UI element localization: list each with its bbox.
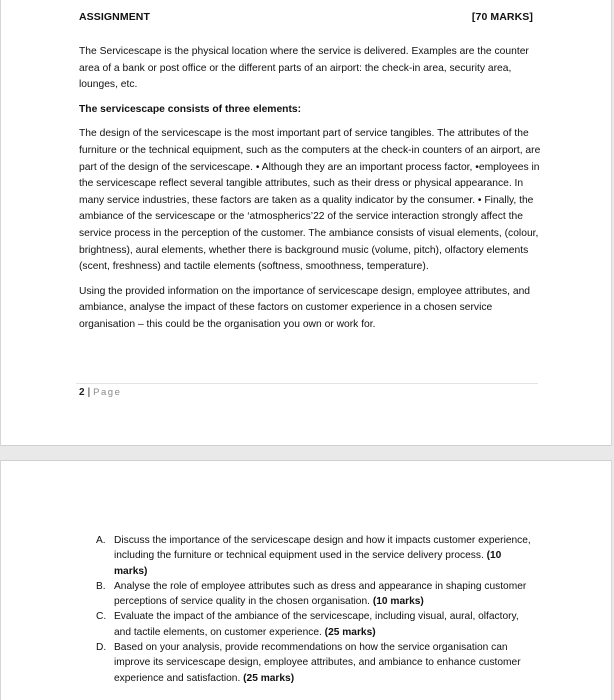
question-list <box>96 533 536 686</box>
question-letter: A. <box>96 535 106 546</box>
question-letter: B. <box>96 580 106 592</box>
question-item <box>96 640 536 686</box>
intro-paragraph: The Servicescape is the physical location where the service is delivered. Examples are the counter area of a bank or post office or the different parts of an airport: the check-in area, security area, lounges, etc. <box>79 46 529 91</box>
question-marks: (10 marks) <box>372 596 424 608</box>
page-number: 2 <box>79 387 85 398</box>
question-marks: (25 marks) <box>324 626 376 638</box>
task-paragraph: Using the provided information on the importance of servicescape design, employee attributes, and ambiance, analyse the impact of these factors on customer experience in a chosen service organisation – this could be the organisation you own or work for. <box>79 285 531 330</box>
question-text: Analyse the role of employee attributes such as dress and appearance in shaping customer perceptions of service quality in the chosen organisation. <box>114 580 527 608</box>
footer-separator: | <box>87 387 91 398</box>
question-letter: C. <box>96 611 107 623</box>
footer-divider <box>76 383 538 384</box>
question-item <box>96 579 536 610</box>
body-text <box>79 44 541 342</box>
page-footer <box>79 387 121 398</box>
question-marks: (10 marks) <box>114 550 502 577</box>
page-label: Page <box>93 387 122 398</box>
total-marks: [70 MARKS] <box>471 11 533 23</box>
question-marks: (25 marks) <box>243 672 295 684</box>
elements-paragraph: The design of the servicescape is the most important part of service tangibles. The attributes of the furniture or the technical equipment, such as the computers at the check-in counters of an airport, are part of the design of the servicescape. • Although they are an important process factor, •employees in the servicescape reflect several tangible attributes, such as their dress or physical appearance. In many service industries, these factors are taken as a quality indicator by the consumer. • Finally, the ambiance of the servicescape or the ‘atmospherics’22 of the service interaction strongly affect the service process in the perception of the customer. The ambiance consists of visual elements, (colour, brightness), aural elements, whether there is background music (volume, pitch), olfactory elements (scent, freshness) and tactile elements (softness, smoothness, temperature). <box>79 128 541 273</box>
question-text: Evaluate the impact of the ambiance of the servicescape, including visual, aural, olfactory, and tactile elements, on customer experience. <box>114 611 519 638</box>
page-header <box>79 11 533 23</box>
question-item <box>96 609 536 640</box>
assignment-title: ASSIGNMENT <box>79 11 151 23</box>
question-item <box>96 533 536 579</box>
elements-subheading: The servicescape consists of three elements: <box>79 103 302 115</box>
question-text: Discuss the importance of the servicescape design and how it impacts customer experience, including the furniture or technical equipment used in the service delivery process. <box>114 535 531 562</box>
question-letter: D. <box>96 642 107 654</box>
question-text: Based on your analysis, provide recommendations on how the service organisation can improve its servicescape design, employee attributes, and ambiance to enhance customer experience and satisfaction. <box>114 642 521 684</box>
